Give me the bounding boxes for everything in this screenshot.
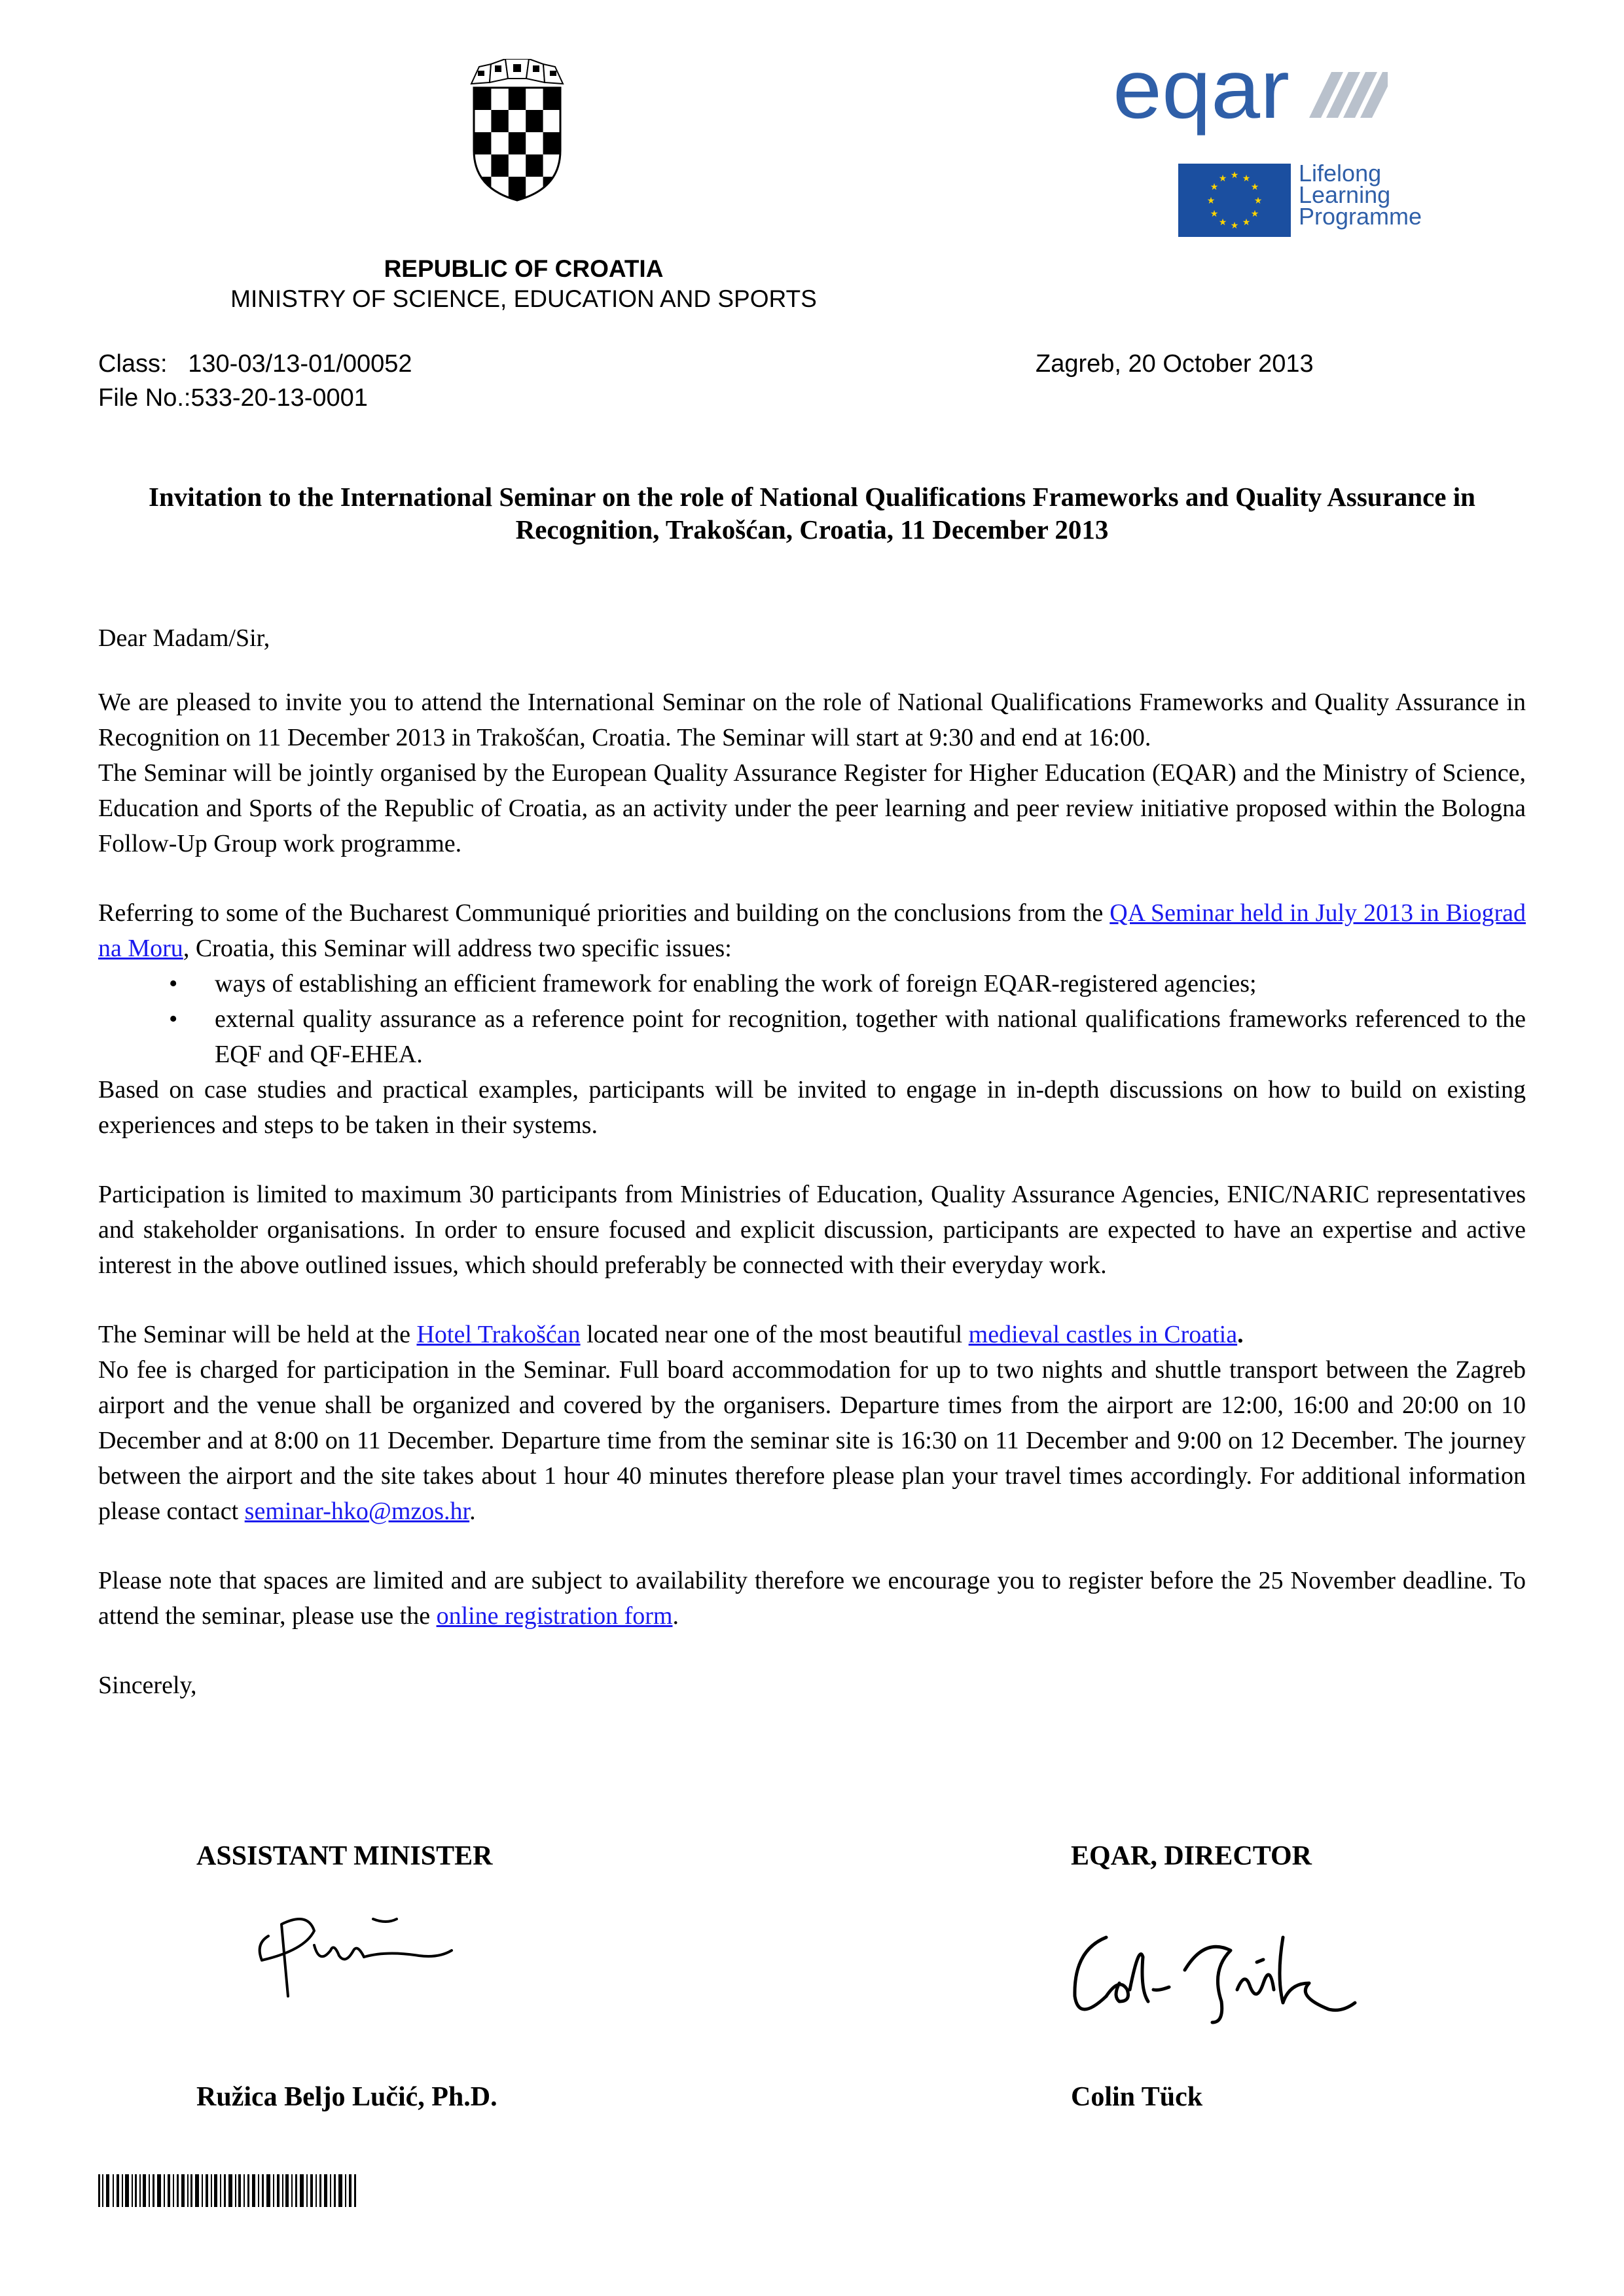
paragraph-intro: We are pleased to invite you to attend the International Seminar on the role of National Qualifications Frameworks and Quality Assurance in Recognition on 11 December 2013 in Trakošćan, Croatia. The Seminar will start at 9:30 and end at 16:00. [98,689,1526,751]
right-signatory-title: EQAR, DIRECTOR [1071,1841,1312,1871]
svg-text:★: ★ [1230,170,1239,181]
paragraph-registration: Please note that spaces are limited and are subject to availability therefore we encourage you to register before the 25 November deadline. To attend the seminar, please use the online registration form. [98,1567,1526,1630]
svg-text:★: ★ [1206,196,1216,206]
svg-text:★: ★ [1218,173,1227,184]
paragraph-participation: Participation is limited to maximum 30 participants from Ministries of Education, Quality Assurance Agencies, ENIC/NARIC representatives and stakeholder organisations. In order to ensure focused and explicit discussion, participants are expected to have an expertise and active interest in the above outlined issues, which should preferably be connected with their everyday work. [98,1181,1526,1279]
class-label: Class: [98,350,168,378]
file-label: File No.: [98,384,191,412]
svg-text:★: ★ [1218,217,1227,228]
qa-seminar-link[interactable]: QA Seminar held in July 2013 in Biograd na Moru [98,899,1526,962]
paragraph-case-studies: Based on case studies and practical examples, participants will be invited to engage in in-depth discussions on how to build on existing experiences and steps to be taken in their systems. [98,1076,1526,1139]
ministry-heading: MINISTRY OF SCIENCE, EDUCATION AND SPORTS [230,285,817,312]
issue-bullet-1: • ways of establishing an efficient framework for enabling the work of foreign EQAR-registered agencies; [98,966,1526,1001]
registration-form-link[interactable]: online registration form [436,1602,673,1630]
class-line [98,347,412,381]
left-signature [242,1905,458,2003]
coat-of-arms-logo [466,59,568,203]
salutation: Dear Madam/Sir, [98,624,270,652]
svg-text:★: ★ [1242,217,1251,228]
paragraph-priorities: Referring to some of the Bucharest Communiqué priorities and building on the conclusions from the QA Seminar held in July 2013 in Biograd na Moru, Croatia, this Seminar will address two specific issues: [98,899,1526,962]
eqar-logo [1113,59,1388,151]
letter-title: Invitation to the International Seminar on the role of National Qualifications Frameworks and Quality Assurance in Recognition, Trakošćan, Croatia, 11 December 2013 [149,482,1475,545]
class-value: 130-03/13-01/00052 [188,350,412,378]
left-signatory-name: Ružica Beljo Lučić, Ph.D. [196,2082,497,2112]
svg-text:★: ★ [1210,182,1219,192]
contact-email-link[interactable]: seminar-hko@mzos.hr [244,1498,470,1525]
svg-text:★: ★ [1230,221,1239,231]
barcode [98,2174,357,2207]
right-signature [1067,1924,1362,2029]
place-date: Zagreb, 20 October 2013 [1036,350,1314,378]
eqar-logo-text: eqar [1113,59,1290,136]
issue-bullet-2: • external quality assurance as a reference point for recognition, together with national qualifications frameworks referenced to the EQF and QF-EHEA. [98,1001,1526,1072]
paragraph-logistics: No fee is charged for participation in the Seminar. Full board accommodation for up to two nights and shuttle transport between the Zagreb airport and the venue shall be organized and covered by the organisers. Departure times from the airport are 12:00, 16:00 and 20:00 on 10 December and at 8:00 on 11 December. Departure time from the seminar site is 16:30 on 11 December and 9:00 on 12 December. The journey between the airport and the site takes about 1 hour 40 minutes therefore please plan your travel times accordingly. For additional information please contact seminar-hko@mzos.hr. [98,1356,1526,1525]
country-heading: REPUBLIC OF CROATIA [384,255,664,282]
svg-text:★: ★ [1242,173,1251,184]
closing: Sincerely, [98,1672,197,1699]
paragraph-venue: The Seminar will be held at the Hotel Trakošćan located near one of the most beautiful medieval castles in Croatia. [98,1321,1244,1348]
svg-text:★: ★ [1254,196,1263,206]
lifelong-learning-programme-label: Lifelong Learning Programme [1299,160,1422,230]
svg-text:★: ★ [1210,209,1219,219]
svg-text:★: ★ [1250,182,1259,192]
right-signatory-name: Colin Tück [1071,2082,1203,2112]
file-value: 533-20-13-0001 [190,384,368,412]
eu-flag-icon [1178,164,1291,237]
svg-text:★: ★ [1250,209,1259,219]
medieval-castles-link[interactable]: medieval castles in Croatia [968,1321,1238,1348]
paragraph-organisers: The Seminar will be jointly organised by the European Quality Assurance Register for Higher Education (EQAR) and the Ministry of Science, Education and Sports of the Republic of Croatia, as an activity under the peer learning and peer review initiative proposed within the Bologna Follow-Up Group work programme. [98,759,1526,857]
hotel-trakoscan-link[interactable]: Hotel Trakošćan [416,1321,581,1348]
file-line [98,381,412,415]
left-signatory-title: ASSISTANT MINISTER [196,1841,493,1871]
